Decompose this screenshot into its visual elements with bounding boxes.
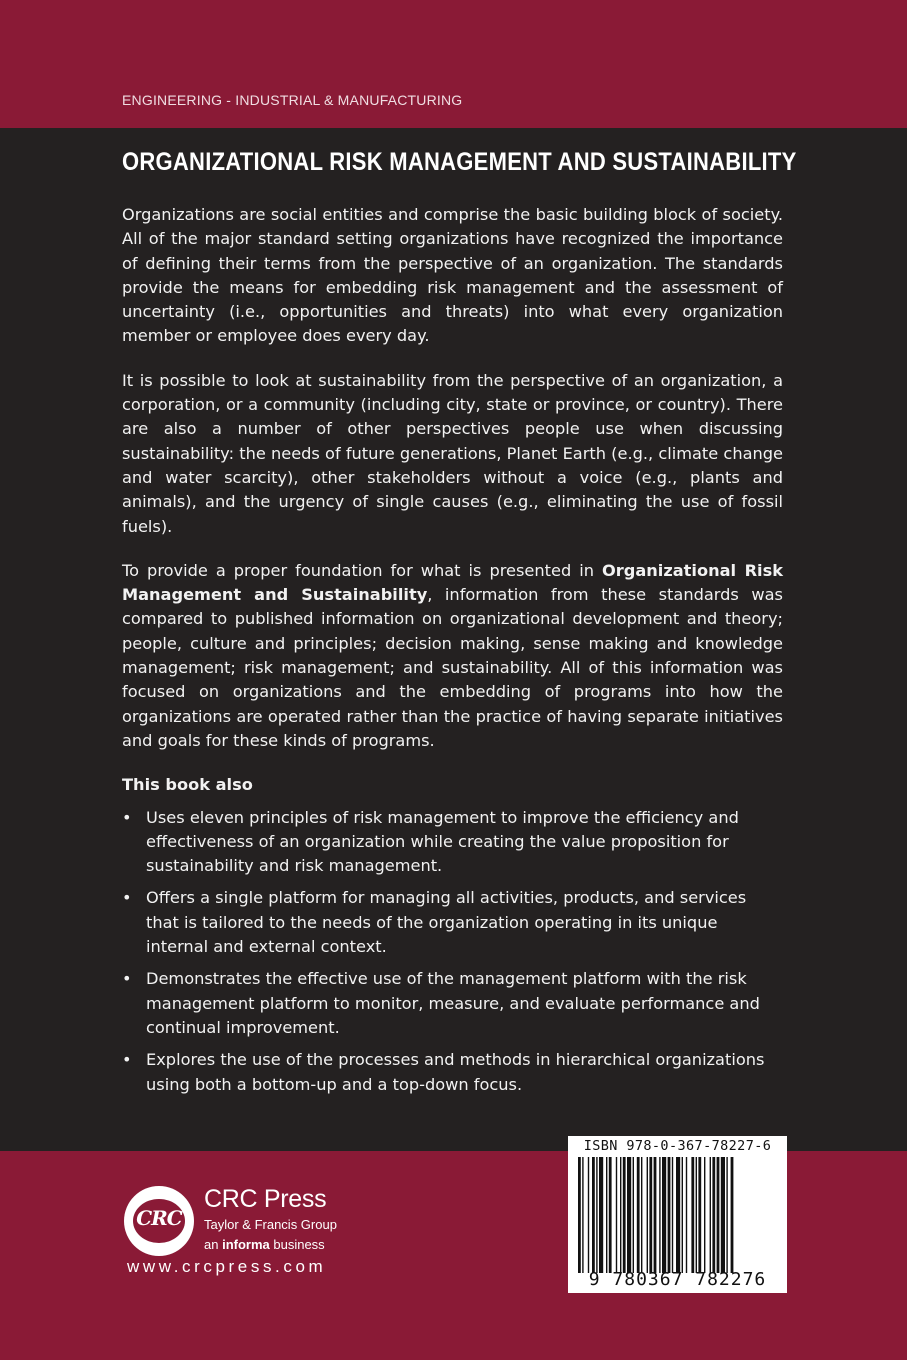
features-heading: This book also <box>122 775 253 795</box>
feature-text: Explores the use of the processes and methods in hierarchical organizations using both a bottom-up and a top-down focus. <box>146 1050 765 1094</box>
barcode-bar <box>698 1157 701 1273</box>
publisher-name: CRC Press <box>204 1185 327 1213</box>
isbn-label: ISBN 978-0-367-78227-6 <box>583 1138 772 1154</box>
barcode-bar <box>726 1157 727 1273</box>
description-body <box>122 203 783 1105</box>
book-title: ORGANIZATIONAL RISK MANAGEMENT AND SUSTAINABILITY <box>122 148 797 176</box>
barcode-bars-icon <box>578 1157 778 1273</box>
barcode-bar <box>696 1157 697 1273</box>
isbn-digits: 9 780367 782276 <box>588 1269 767 1290</box>
barcode-bar <box>596 1157 597 1273</box>
barcode-bar <box>686 1157 687 1273</box>
barcode-bar <box>606 1157 607 1273</box>
barcode-bar <box>637 1157 640 1273</box>
barcode-bar <box>662 1157 666 1273</box>
feature-item <box>122 1048 783 1097</box>
barcode-bar <box>704 1157 705 1273</box>
barcode-bar <box>599 1157 603 1273</box>
barcode-bar <box>623 1157 626 1273</box>
bullet-icon: • <box>122 807 132 827</box>
feature-text: Demonstrates the effective use of the management platform with the risk management platform to monitor, measure, and evaluate performance and continual improvement. <box>146 969 760 1037</box>
business-bold: informa <box>222 1237 270 1252</box>
feature-text: Uses eleven principles of risk management to improve the efficiency and effectiveness of an organization while creating the value proposition for sustainability and risk management. <box>146 807 739 876</box>
barcode-bar <box>616 1157 617 1273</box>
publisher-website: www.crcpress.com <box>127 1257 327 1276</box>
barcode-bar <box>672 1157 673 1273</box>
publisher-business-line <box>204 1237 325 1252</box>
barcode-bar <box>668 1157 671 1273</box>
barcode-bar <box>654 1157 657 1273</box>
barcode-bar <box>721 1157 725 1273</box>
feature-item <box>122 806 783 879</box>
barcode-bar <box>633 1157 634 1273</box>
paragraph-3-rest: , information from these standards was compared to published information on organizational development and theory; people, culture and principles; decision making, sense making and knowledge management; risk management; and sustainability. All of this information was focused on organizations and the embedding of programs into how the organizations are operated rather than the practice of having separate initiatives and goals for these kinds of programs. <box>122 585 783 750</box>
feature-item <box>122 886 783 959</box>
top-color-band <box>0 0 907 128</box>
description-paragraph-3 <box>122 559 783 753</box>
barcode-bar <box>712 1157 715 1273</box>
features-list <box>122 806 783 1097</box>
barcode-bar <box>578 1157 581 1273</box>
barcode-bar <box>717 1157 720 1273</box>
publisher-group: Taylor & Francis Group <box>204 1217 337 1232</box>
barcode-bar <box>691 1157 694 1273</box>
barcode-bar <box>627 1157 631 1273</box>
feature-text: Offers a single platform for managing all activities, products, and services that is tailored to the needs of the organization operating in its unique internal and external context. <box>146 888 747 957</box>
logo-text: CRC <box>136 1206 182 1230</box>
barcode-bar <box>731 1157 734 1273</box>
barcode-bar <box>641 1157 642 1273</box>
barcode-bar <box>682 1157 683 1273</box>
barcode-bar <box>676 1157 680 1273</box>
bullet-icon: • <box>122 969 132 989</box>
isbn-barcode <box>568 1136 787 1293</box>
barcode-bar <box>647 1157 648 1273</box>
barcode-bar <box>588 1157 589 1273</box>
barcode-bar <box>649 1157 652 1273</box>
crc-logo-icon <box>124 1186 194 1256</box>
description-paragraph-1: Organizations are social entities and comprise the basic building block of society. All of the major standard setting organizations have recognized the importance of defining their terms from the perspective of an organization. The standards provide the means for embedding risk management and the assessment of uncertainty (i.e., opportunities and threats) into what every organization member or employee does every day. <box>122 205 783 346</box>
paragraph-3-intro: To provide a proper foundation for what is presented in <box>122 560 602 580</box>
business-suffix: business <box>269 1237 325 1252</box>
bullet-icon: • <box>122 888 132 908</box>
barcode-bar <box>609 1157 612 1273</box>
paragraph-3-book-title: Organizational Risk Management and Sustainability <box>122 560 783 605</box>
barcode-bar <box>659 1157 660 1273</box>
category-label: ENGINEERING - INDUSTRIAL & MANUFACTURING <box>122 92 463 108</box>
feature-item <box>122 967 783 1040</box>
barcode-bar <box>710 1157 711 1273</box>
business-prefix: an <box>204 1237 223 1252</box>
description-paragraph-2: It is possible to look at sustainability from the perspective of an organization, a corporation, or a community (including city, state or province, or country). There are also a number of other perspectives people use when discussing sustainability: the needs of future generations, Planet Earth (e.g., climate change and water scarcity), other stakeholders without a voice (e.g., plants and animals), and the urgency of single causes (e.g., eliminating the use of fossil fuels). <box>122 370 783 536</box>
bullet-icon: • <box>122 1050 132 1070</box>
barcode-bar <box>592 1157 595 1273</box>
barcode-bar <box>582 1157 583 1273</box>
barcode-bar <box>620 1157 621 1273</box>
